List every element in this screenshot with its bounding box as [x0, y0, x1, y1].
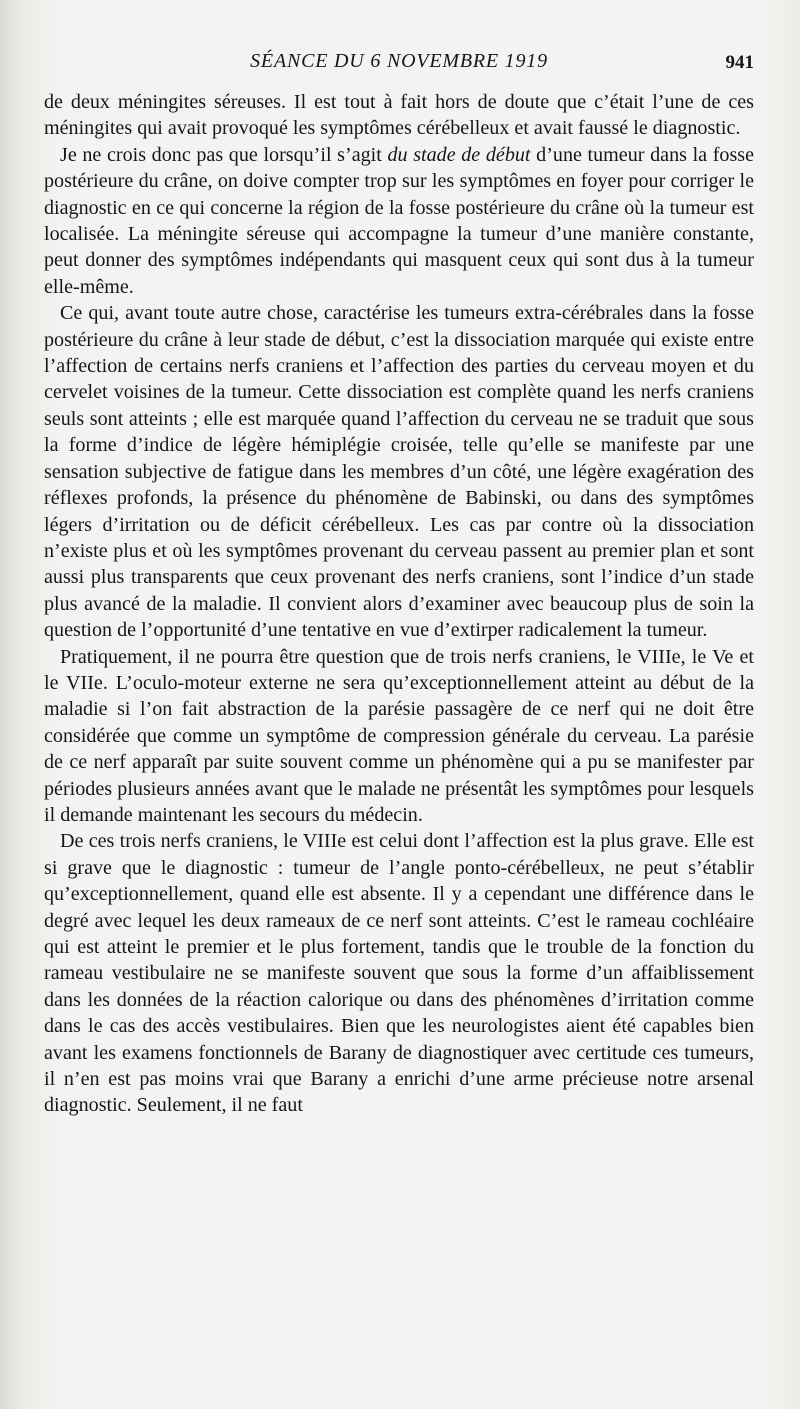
- paragraph-text: Je ne crois donc pas que lorsqu’il s’agit: [60, 143, 388, 166]
- paragraph-2: [44, 142, 754, 300]
- body-text: [44, 89, 754, 1119]
- page-number: 941: [725, 52, 754, 73]
- paragraph-5: [44, 828, 754, 1118]
- running-title: SÉANCE DU 6 NOVEMBRE 1919: [250, 50, 548, 72]
- paragraph-text: Pratiquement, il ne pourra être question que de trois nerfs craniens, le VIIIe, le Ve et le VIIe. L’oculo-moteur externe ne sera qu’exceptionnellement atteint au début de la maladie si l’on fait abstraction de la parésie passagère de ce nerf qui ne doit être considérée que comme un symptôme de compression générale du cerveau. La parésie de ce nerf apparaît par suite souvent comme un phénomène qui a pu se manifester par périodes plusieurs années avant que le malade ne présentât les symptômes pour lesquels il demande maintenant les secours du médecin.: [44, 645, 754, 826]
- page-header: [44, 50, 754, 82]
- paragraph-text: de deux méningites séreuses. Il est tout à fait hors de doute que c’était l’une de ces méningites qui avait provoqué les symptômes cérébelleux et avait faussé le diagnostic.: [44, 91, 754, 140]
- paragraph-3: [44, 300, 754, 643]
- paragraph-text: Ce qui, avant toute autre chose, caractérise les tumeurs extra-cérébrales dans la fosse postérieure du crâne à leur stade de début, c’est la dissociation marquée qui existe entre l’affection de certains nerfs craniens et l’affection des parties du cerveau moyen et du cervelet voisines de la tumeur. Cette dissociation est complète quand les nerfs craniens seuls sont atteints ; elle est marquée quand l’affection du cerveau ne se traduit que sous la forme d’indice de légère hémiplégie croisée, telle qu’elle se manifeste par une sensation subjective de fatigue dans les membres d’un côté, une légère exagération des réflexes profonds, la présence du phénomène de Babinski, ou dans des symptômes légers d’irritation ou de déficit cérébelleux. Les cas par contre où la dissociation n’existe plus et où les symptômes provenant du cerveau passent au premier plan et sont aussi plus transparents que ceux provenant des nerfs craniens, sont l’indice d’un stade plus avancé de la maladie. Il convient alors d’examiner avec beaucoup plus de soin la question de l’opportunité d’une tentative en vue d’extirper radicalement la tumeur.: [44, 302, 754, 642]
- emphasis-text: du stade de début: [387, 143, 531, 166]
- paragraph-text: De ces trois nerfs craniens, le VIIIe est celui dont l’affection est la plus grave. Elle est si grave que le diagnostic : tumeur de l’angle ponto-cérébelleux, ne peut s’établir qu’exceptionnellement, quand elle est absente. Il y a cependant une différence dans le degré avec lequel les deux rameaux de ce nerf sont atteints. C’est le rameau cochléaire qui est atteint le premier et le plus fortement, tandis que le trouble de la fonction du rameau vestibulaire ne se manifeste souvent que sous la forme d’un affaiblissement dans les données de la réaction calorique ou dans des phénomènes d’irritation comme dans le cas des accès vestibulaires. Bien que les neurologistes aient été capables bien avant les examens fonctionnels de Barany de diagnostiquer avec certitude ces tumeurs, il n’en est pas moins vrai que Barany a enrichi d’une arme précieuse notre arsenal diagnostic. Seulement, il ne faut: [44, 830, 754, 1117]
- paragraph-4: [44, 644, 754, 829]
- paragraph-1: [44, 89, 754, 142]
- paragraph-text: d’une tumeur dans la fosse postérieure du crâne, on doive compter trop sur les symptômes en foyer pour corriger le diagnostic en ce qui concerne la région de la fosse postérieure du crâne où la tumeur est localisée. La méningite séreuse qui accompagne la tumeur d’une manière constante, peut donner des symptômes indépendants qui masquent ceux qui sont dus à la tumeur elle-même.: [44, 143, 755, 298]
